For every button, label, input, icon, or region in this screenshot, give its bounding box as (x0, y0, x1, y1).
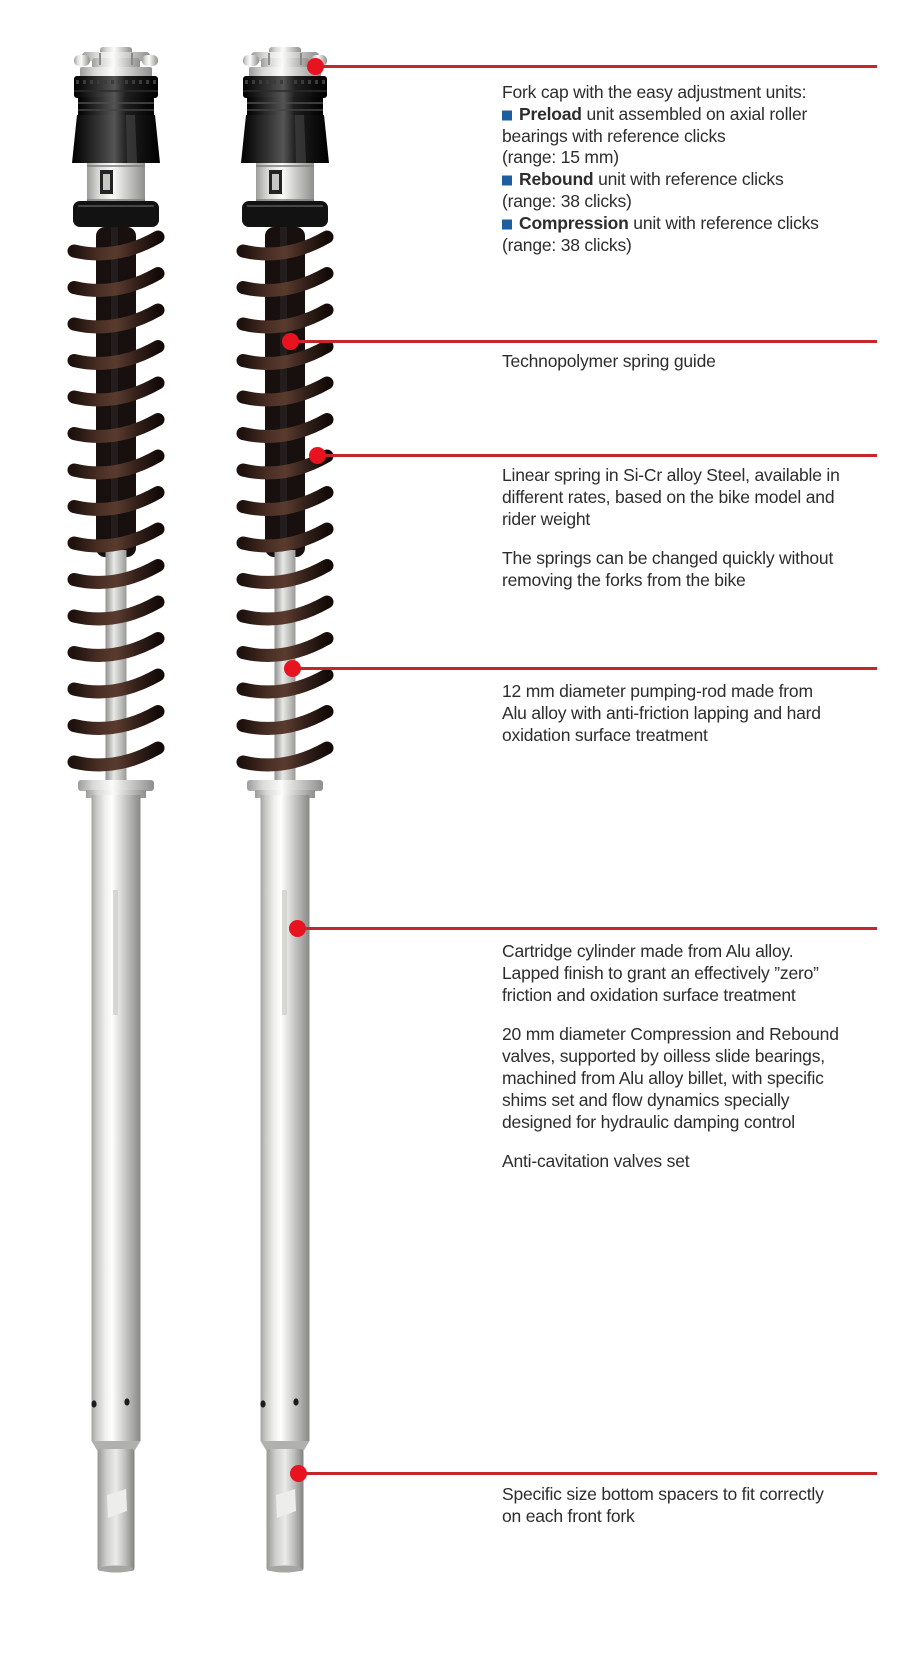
callout-dot-linear-spring (309, 447, 326, 464)
fork-cartridge-photo-left (56, 45, 176, 1580)
bullet-item-compression (502, 213, 894, 235)
bullet-text: unit with reference clicks (593, 169, 784, 190)
bullet-item-preload (502, 104, 894, 126)
callout-text-fork-cap (502, 82, 894, 256)
text-line: friction and oxidation surface treatment (502, 984, 796, 1005)
bullet-item-rebound (502, 169, 894, 191)
callout-paragraph (502, 1151, 894, 1173)
bullet-term: Compression (519, 212, 629, 233)
text-line: Lapped finish to grant an effectively ”zero” (502, 962, 819, 983)
text-line: 12 mm diameter pumping-rod made from (502, 681, 813, 701)
callout-text-linear-spring (502, 465, 894, 592)
callout-line-spring-guide (290, 340, 877, 343)
callout-text-spring-guide (502, 351, 894, 373)
text-line: 20 mm diameter Compression and Rebound (502, 1024, 839, 1045)
bullet-term: Preload (519, 103, 582, 124)
text-line: Cartridge cylinder made from Alu alloy. (502, 941, 794, 961)
text-line: Anti-cavitation valves set (502, 1151, 690, 1172)
text-line: Linear spring in Si-Cr alloy Steel, available in (502, 465, 840, 485)
callout-text-cartridge-cylinder (502, 941, 894, 1173)
text-line: rider weight (502, 508, 591, 529)
text-line: different rates, based on the bike model and (502, 486, 835, 507)
text-line: valves, supported by oilless slide bearings, (502, 1046, 825, 1067)
callout-paragraph (502, 1024, 894, 1133)
text-line: Alu alloy with anti-friction lapping and hard (502, 702, 821, 723)
callout-paragraph (502, 1484, 894, 1528)
text-line: bearings with reference clicks (502, 125, 726, 146)
bullet-term: Rebound (519, 169, 594, 190)
callout-dot-cartridge-cylinder (289, 920, 306, 937)
bullet-square-icon (502, 176, 512, 186)
callout-dot-spring-guide (282, 333, 299, 350)
callout-paragraph (502, 351, 894, 373)
bullet-text: unit assembled on axial roller (581, 103, 808, 124)
text-line: designed for hydraulic damping control (502, 1111, 795, 1132)
callout-line-cartridge-cylinder (297, 927, 877, 930)
text-line: (range: 38 clicks) (502, 190, 632, 211)
text-line: on each front fork (502, 1505, 635, 1526)
bullet-square-icon (502, 219, 512, 229)
bullet-text: unit with reference clicks (628, 212, 819, 233)
callout-paragraph (502, 548, 894, 592)
text-line: removing the forks from the bike (502, 570, 746, 591)
callout-paragraph (502, 681, 894, 746)
text-line: Fork cap with the easy adjustment units: (502, 82, 807, 102)
callout-line-bottom-spacers (298, 1472, 877, 1475)
text-line: The springs can be changed quickly without (502, 548, 834, 569)
callout-dot-pumping-rod (284, 660, 301, 677)
text-line: Specific size bottom spacers to fit correctly (502, 1484, 824, 1504)
bullet-square-icon (502, 110, 512, 120)
callout-line-linear-spring (317, 454, 877, 457)
text-line: Technopolymer spring guide (502, 351, 716, 371)
callout-paragraph (502, 465, 894, 530)
callout-paragraph (502, 941, 894, 1006)
callout-line-pumping-rod (292, 667, 877, 670)
callout-dot-bottom-spacers (290, 1465, 307, 1482)
text-line: (range: 38 clicks) (502, 234, 632, 255)
text-line: (range: 15 mm) (502, 147, 619, 168)
callout-text-bottom-spacers (502, 1484, 894, 1528)
callout-paragraph (502, 82, 894, 256)
fork-cartridge-photo-right (225, 45, 345, 1580)
callout-line-fork-cap (315, 65, 877, 68)
text-line: machined from Alu alloy billet, with specific (502, 1067, 824, 1088)
text-line: shims set and flow dynamics specially (502, 1089, 790, 1110)
text-line: oxidation surface treatment (502, 724, 708, 745)
callout-text-pumping-rod (502, 681, 894, 746)
callout-dot-fork-cap (307, 58, 324, 75)
